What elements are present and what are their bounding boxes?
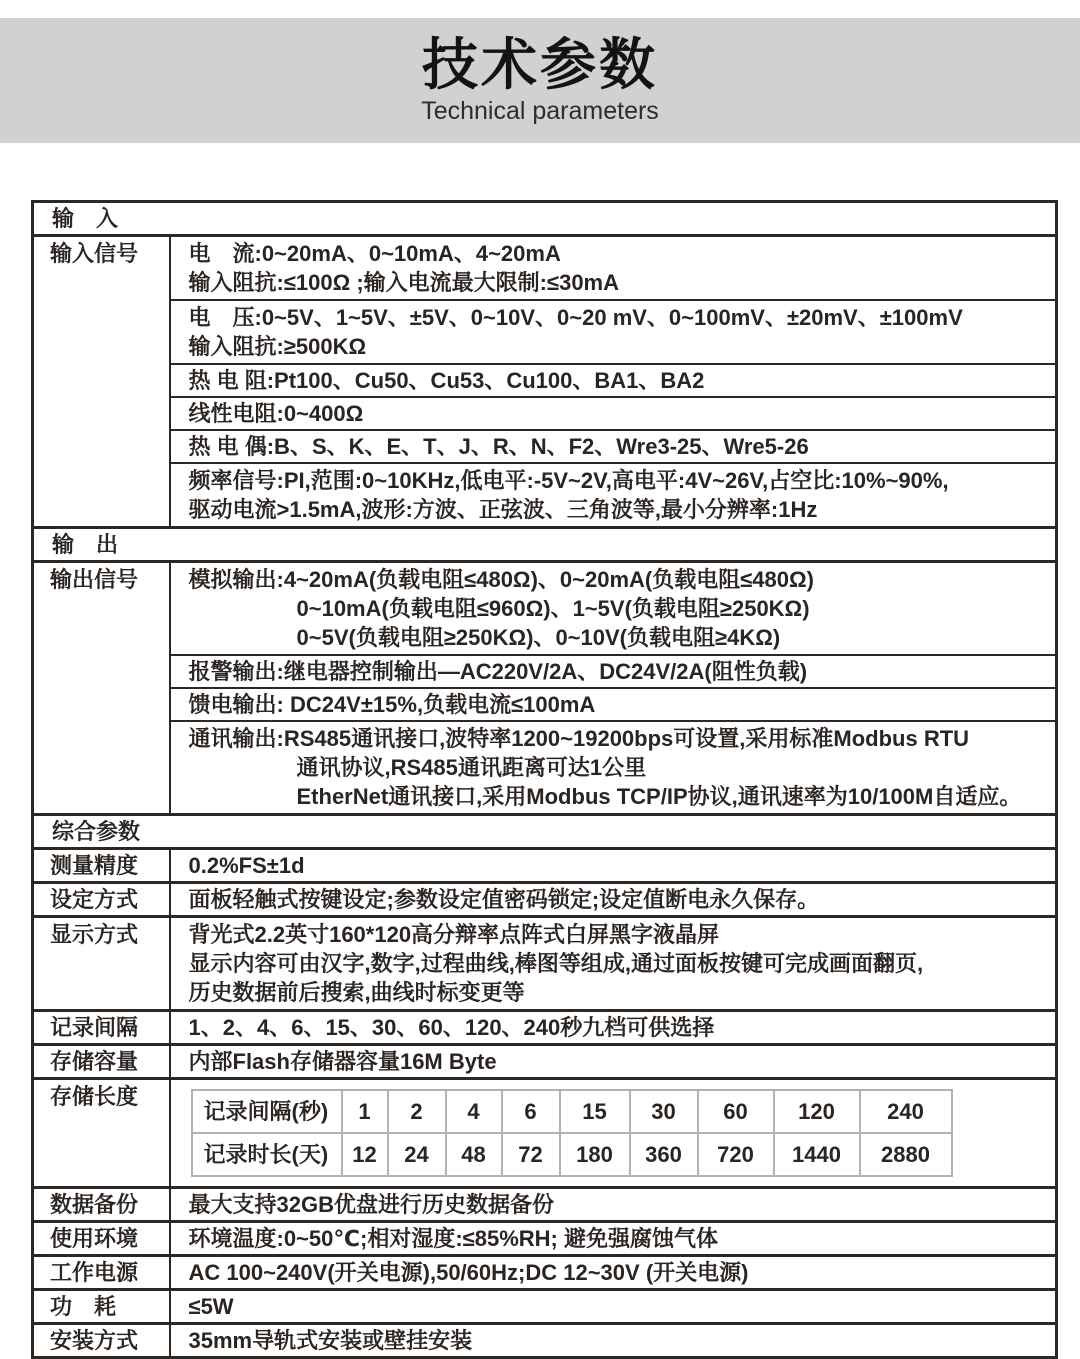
row-setting xyxy=(33,883,1057,917)
display-label: 显示方式 xyxy=(33,917,170,1011)
row-general-section xyxy=(33,815,1057,849)
storage-duration-value: 180 xyxy=(560,1133,630,1176)
input-rtd-cell: 热 电 阻:Pt100、Cu50、Cu53、Cu100、BA1、BA2 xyxy=(170,364,1057,397)
storage-length-label: 存储长度 xyxy=(33,1079,170,1188)
output-comm-line2: 通讯协议,RS485通讯距离可达1公里 xyxy=(296,755,647,780)
storage-interval-value: 30 xyxy=(630,1090,698,1133)
row-backup xyxy=(33,1188,1057,1222)
storage-length-table xyxy=(191,1089,953,1177)
row-storage-length xyxy=(33,1079,1057,1188)
input-signal-label: 输入信号 xyxy=(33,236,170,528)
record-interval-label: 记录间隔 xyxy=(33,1011,170,1045)
environment-value: 环境温度:0~50℃;相对湿度:≤85%RH; 避免强腐蚀气体 xyxy=(170,1222,1057,1256)
storage-duration-value: 720 xyxy=(698,1133,774,1176)
row-output-signal-alarm xyxy=(33,655,1057,688)
storage-interval-value: 1 xyxy=(342,1090,388,1133)
storage-interval-value: 4 xyxy=(446,1090,502,1133)
input-voltage-cell xyxy=(170,300,1057,364)
row-input-signal-thermocouple xyxy=(33,430,1057,463)
row-output-signal-analog xyxy=(33,562,1057,656)
row-installation xyxy=(33,1324,1057,1358)
installation-label: 安装方式 xyxy=(33,1324,170,1358)
output-analog-line3: 0~5V(负载电阻≥250KΩ)、0~10V(负载电阻≥4KΩ) xyxy=(296,625,781,650)
page-subtitle: Technical parameters xyxy=(421,97,659,126)
storage-capacity-value: 内部Flash存储器容量16M Byte xyxy=(170,1045,1057,1079)
display-line2: 显示内容可由汉字,数字,过程曲线,棒图等组成,通过面板按键可完成画面翻页, xyxy=(188,951,924,976)
output-analog-cell xyxy=(170,562,1057,656)
accuracy-value: 0.2%FS±1d xyxy=(170,849,1057,883)
output-alarm-cell: 报警输出:继电器控制输出—AC220V/2A、DC24V/2A(阻性负载) xyxy=(170,655,1057,688)
input-linear-resistance-cell: 线性电阻:0~400Ω xyxy=(170,397,1057,430)
output-feed-cell: 馈电输出: DC24V±15%,负载电流≤100mA xyxy=(170,688,1057,721)
storage-interval-value: 2 xyxy=(388,1090,446,1133)
output-comm-line3: EtherNet通讯接口,采用Modbus TCP/IP协议,通讯速率为10/100M自适应。 xyxy=(296,784,1022,809)
storage-interval-row-label: 记录间隔(秒) xyxy=(192,1090,342,1133)
input-voltage-impedance-line: 输入阻抗:≥500KΩ xyxy=(188,334,367,359)
output-analog-line2: 0~10mA(负载电阻≤960Ω)、1~5V(负载电阻≥250KΩ) xyxy=(296,596,810,621)
storage-capacity-label: 存储容量 xyxy=(33,1045,170,1079)
input-section-label: 输 入 xyxy=(33,202,1057,236)
input-current-line: 电 流:0~20mA、0~10mA、4~20mA xyxy=(188,241,561,266)
row-output-signal-feed xyxy=(33,688,1057,721)
storage-interval-value: 15 xyxy=(560,1090,630,1133)
title-band xyxy=(0,18,1080,143)
storage-duration-row xyxy=(192,1133,952,1176)
input-frequency-line1: 频率信号:PI,范围:0~10KHz,低电平:-5V~2V,高电平:4V~26V,占空比:10%~90%, xyxy=(188,468,949,493)
storage-length-cell xyxy=(170,1079,1057,1188)
storage-interval-value: 120 xyxy=(774,1090,860,1133)
row-consumption xyxy=(33,1290,1057,1324)
storage-duration-value: 360 xyxy=(630,1133,698,1176)
storage-duration-value: 12 xyxy=(342,1133,388,1176)
output-comm-line1: 通讯输出:RS485通讯接口,波特率1200~19200bps可设置,采用标准Modbus RTU xyxy=(188,726,970,751)
display-value xyxy=(170,917,1057,1011)
row-storage-capacity xyxy=(33,1045,1057,1079)
output-comm-cell xyxy=(170,721,1057,815)
storage-duration-value: 2880 xyxy=(860,1133,952,1176)
backup-value: 最大支持32GB优盘进行历史数据备份 xyxy=(170,1188,1057,1222)
row-power-supply xyxy=(33,1256,1057,1290)
row-input-signal-voltage xyxy=(33,300,1057,364)
environment-label: 使用环境 xyxy=(33,1222,170,1256)
accuracy-label: 测量精度 xyxy=(33,849,170,883)
row-output-signal-comm xyxy=(33,721,1057,815)
setting-value: 面板轻触式按键设定;参数设定值密码锁定;设定值断电永久保存。 xyxy=(170,883,1057,917)
backup-label: 数据备份 xyxy=(33,1188,170,1222)
storage-duration-value: 72 xyxy=(502,1133,560,1176)
row-input-section xyxy=(33,202,1057,236)
row-output-section xyxy=(33,528,1057,562)
row-accuracy xyxy=(33,849,1057,883)
row-record-interval xyxy=(33,1011,1057,1045)
power-supply-value: AC 100~240V(开关电源),50/60Hz;DC 12~30V (开关电源) xyxy=(170,1256,1057,1290)
storage-interval-value: 60 xyxy=(698,1090,774,1133)
output-section-label: 输 出 xyxy=(33,528,1057,562)
display-line3: 历史数据前后搜索,曲线时标变更等 xyxy=(188,980,525,1005)
row-display xyxy=(33,917,1057,1011)
installation-value: 35mm导轨式安装或壁挂安装 xyxy=(170,1324,1057,1358)
page-title: 技术参数 xyxy=(422,32,658,96)
storage-interval-row xyxy=(192,1090,952,1133)
power-supply-label: 工作电源 xyxy=(33,1256,170,1290)
row-input-signal-rtd xyxy=(33,364,1057,397)
consumption-label: 功 耗 xyxy=(33,1290,170,1324)
setting-label: 设定方式 xyxy=(33,883,170,917)
row-input-signal-frequency xyxy=(33,463,1057,528)
row-input-signal-linear xyxy=(33,397,1057,430)
storage-interval-value: 6 xyxy=(502,1090,560,1133)
storage-duration-row-label: 记录时长(天) xyxy=(192,1133,342,1176)
consumption-value: ≤5W xyxy=(170,1290,1057,1324)
storage-duration-value: 48 xyxy=(446,1133,502,1176)
general-section-label: 综合参数 xyxy=(33,815,1057,849)
spec-table xyxy=(31,200,1058,1359)
display-line1: 背光式2.2英寸160*120高分辩率点阵式白屏黑字液晶屏 xyxy=(188,922,720,947)
input-thermocouple-cell: 热 电 偶:B、S、K、E、T、J、R、N、F2、Wre3-25、Wre5-26 xyxy=(170,430,1057,463)
record-interval-value: 1、2、4、6、15、30、60、120、240秒九档可供选择 xyxy=(170,1011,1057,1045)
input-current-cell xyxy=(170,236,1057,301)
storage-duration-value: 24 xyxy=(388,1133,446,1176)
storage-interval-value: 240 xyxy=(860,1090,952,1133)
output-analog-line1: 模拟输出:4~20mA(负载电阻≤480Ω)、0~20mA(负载电阻≤480Ω) xyxy=(188,567,814,592)
input-frequency-line2: 驱动电流>1.5mA,波形:方波、正弦波、三角波等,最小分辨率:1Hz xyxy=(188,497,818,522)
input-voltage-line: 电 压:0~5V、1~5V、±5V、0~10V、0~20 mV、0~100mV、±20mV、±100mV xyxy=(188,305,963,330)
input-current-impedance-line: 输入阻抗:≤100Ω ;输入电流最大限制:≤30mA xyxy=(188,270,620,295)
storage-duration-value: 1440 xyxy=(774,1133,860,1176)
output-signal-label: 输出信号 xyxy=(33,562,170,815)
row-input-signal-current xyxy=(33,236,1057,301)
input-frequency-cell xyxy=(170,463,1057,528)
row-environment xyxy=(33,1222,1057,1256)
